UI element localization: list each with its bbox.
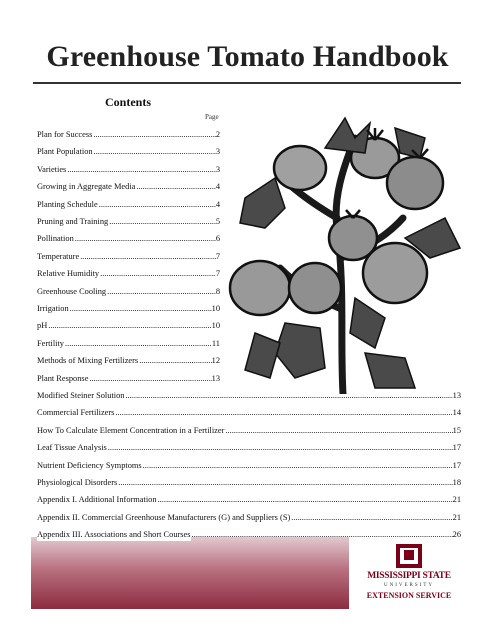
- tomato-plant-illustration: [225, 108, 465, 394]
- toc-entry-page: 15: [452, 425, 461, 435]
- toc-leader-dots: [135, 180, 215, 193]
- toc-leader-dots: [114, 406, 452, 419]
- toc-entry: [37, 128, 220, 141]
- toc-entry-page: 6: [215, 234, 220, 244]
- toc-entry-title: Plant Response: [37, 373, 89, 383]
- toc-entry: [37, 511, 461, 524]
- toc-entry-page: 4: [215, 182, 220, 192]
- toc-leader-dots: [64, 337, 212, 350]
- toc-entry: [37, 354, 220, 367]
- toc-entry-page: 12: [211, 356, 220, 366]
- toc-entry: [37, 267, 220, 280]
- toc-leader-dots: [98, 198, 216, 211]
- toc-entry-title: pH: [37, 321, 48, 331]
- decorative-band: [31, 537, 349, 609]
- toc-leader-dots: [69, 302, 212, 315]
- toc-entry-title: Commercial Fertilizers: [37, 408, 115, 418]
- toc-entry-title: Greenhouse Cooling: [37, 286, 107, 296]
- toc-entry: [37, 232, 220, 245]
- toc-leader-dots: [74, 232, 216, 245]
- toc-leader-dots: [88, 372, 211, 385]
- toc-leader-dots: [92, 128, 215, 141]
- toc-entry-title: Temperature: [37, 251, 80, 261]
- toc-entry-title: Appendix III. Associations and Short Courses: [37, 530, 191, 540]
- toc-entry-page: 10: [211, 321, 220, 331]
- toc-entry-page: 5: [215, 217, 220, 226]
- toc-entry-title: Irrigation: [37, 304, 69, 313]
- toc-entry-title: Leaf Tissue Analysis: [37, 443, 107, 453]
- toc-leader-dots: [106, 285, 216, 298]
- toc-leader-dots: [224, 424, 452, 437]
- toc-entry: [37, 285, 220, 298]
- toc-entry-title: Appendix I. Additional Information: [37, 495, 157, 505]
- toc-entry: [37, 337, 220, 350]
- toc-leader-dots: [93, 145, 216, 158]
- toc-entry-page: 7: [215, 251, 220, 261]
- toc-entry-page: 7: [215, 269, 220, 279]
- toc-entry-title: Relative Humidity: [37, 269, 100, 279]
- toc-entry-page: 26: [452, 530, 461, 540]
- toc-leader-dots: [47, 319, 211, 332]
- toc-entry: [37, 493, 461, 506]
- toc-entry-page: 13: [452, 391, 461, 400]
- toc-entry-title: Modified Steiner Solution: [37, 391, 125, 400]
- toc-leader-dots: [108, 215, 216, 228]
- toc-leader-dots: [99, 267, 216, 280]
- toc-entry-title: Plant Population: [37, 147, 93, 157]
- logo-university-name: MISSISSIPPI STATE: [367, 571, 451, 581]
- page-column-label: Page: [205, 113, 219, 121]
- toc-entry-page: 2: [215, 130, 220, 139]
- toc-entry-page: 11: [211, 338, 220, 348]
- toc-leader-dots: [157, 493, 453, 506]
- toc-entry-page: 3: [215, 147, 220, 157]
- toc-leader-dots: [107, 441, 453, 454]
- toc-entry-title: Growing in Aggregate Media: [37, 182, 136, 192]
- title-rule: [33, 82, 461, 84]
- toc-entry: [37, 319, 220, 332]
- toc-entry: [37, 424, 461, 437]
- toc-entry-title: Nutrient Deficiency Symptoms: [37, 460, 142, 470]
- toc-entry-title: Planting Schedule: [37, 199, 98, 209]
- toc-entry-page: 4: [215, 199, 220, 209]
- toc-entry: [37, 441, 461, 454]
- toc-entry-title: Pollination: [37, 234, 74, 244]
- toc-entry-title: Varieties: [37, 164, 67, 174]
- toc-leader-dots: [66, 163, 216, 176]
- toc-leader-dots: [142, 459, 453, 472]
- toc-entry: [37, 476, 461, 489]
- toc-entry-page: 8: [215, 286, 220, 296]
- toc-entry-title: Methods of Mixing Fertilizers: [37, 356, 139, 366]
- toc-entry: [37, 215, 220, 228]
- toc-entry: [37, 198, 220, 211]
- toc-entry-title: Fertility: [37, 338, 64, 348]
- contents-heading: Contents: [105, 95, 152, 109]
- toc-leader-dots: [117, 476, 452, 489]
- toc-leader-dots: [79, 250, 216, 263]
- toc-entry-page: 14: [452, 408, 461, 418]
- toc-entry: [37, 302, 220, 315]
- toc-entry-page: 21: [452, 495, 461, 505]
- toc-entry-page: 10: [211, 304, 220, 313]
- toc-entry-title: How To Calculate Element Concentration in a Fertilizer: [37, 425, 225, 435]
- toc-entry-title: Pruning and Training: [37, 217, 109, 226]
- toc-entry-title: Appendix II. Commercial Greenhouse Manufacturers (G) and Suppliers (S): [37, 512, 291, 522]
- toc-entry: [37, 372, 220, 385]
- toc-leader-dots: [138, 354, 211, 367]
- toc-entry-page: 3: [215, 164, 220, 174]
- toc-entry-page: 17: [452, 460, 461, 470]
- toc-entry-page: 21: [452, 512, 461, 522]
- toc-entry: [37, 406, 461, 419]
- toc-entry-title: Physiological Disorders: [37, 478, 118, 487]
- toc-entry-page: 18: [452, 478, 461, 487]
- logo-extension-service: EXTENSION SERVICE: [366, 591, 452, 600]
- toc-entry: [37, 250, 220, 263]
- page-title: Greenhouse Tomato Handbook: [46, 40, 449, 73]
- toc-entry: [37, 180, 220, 193]
- toc-entry: [37, 163, 220, 176]
- toc-entry: [37, 459, 461, 472]
- toc-entry-page: 17: [452, 443, 461, 453]
- toc-entry: [37, 145, 220, 158]
- toc-entry-title: Plan for Success: [37, 130, 93, 139]
- toc-entry-page: 13: [211, 373, 220, 383]
- toc-leader-dots: [290, 511, 452, 524]
- logo-university-word: UNIVERSITY: [384, 583, 434, 588]
